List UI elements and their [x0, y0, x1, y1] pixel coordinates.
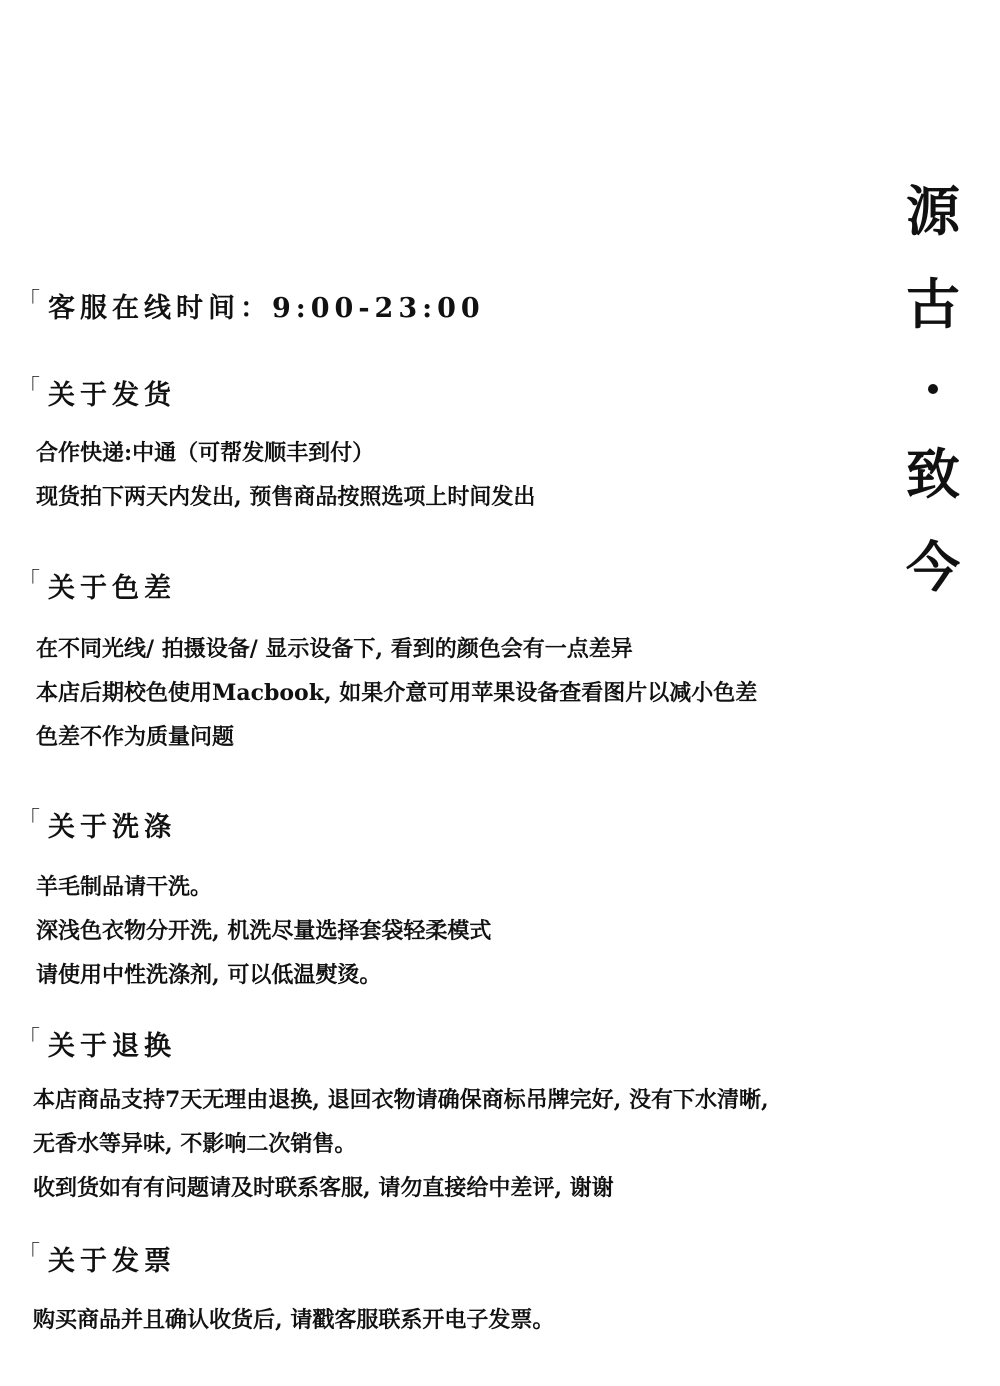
service-hours-text: 客服在线时间：9:00-23:00: [48, 293, 485, 324]
section-body-returns: [33, 1078, 769, 1210]
body-line: 本店商品支持7天无理由退换, 退回衣物请确保商标吊牌完好, 没有下水清晰,: [33, 1087, 769, 1113]
section-heading-shipping: [18, 373, 176, 412]
brand-separator-dot: [928, 384, 938, 394]
bracket-mark: 「: [18, 569, 41, 594]
brand-char-4: 今: [906, 535, 960, 599]
body-line: 现货拍下两天内发出, 预售商品按照选项上时间发出: [36, 484, 536, 510]
section-heading-washing: [18, 805, 176, 844]
section-heading-color: [18, 566, 176, 605]
body-line: 在不同光线/ 拍摄设备/ 显示设备下, 看到的颜色会有一点差异: [36, 636, 633, 662]
brand-char-2: 古: [906, 272, 960, 336]
body-line: 购买商品并且确认收货后, 请戳客服联系开电子发票。: [33, 1307, 555, 1333]
brand-char-1: 源: [906, 179, 960, 243]
bracket-mark: 「: [18, 1027, 41, 1052]
body-line: 深浅色衣物分开洗, 机洗尽量选择套袋轻柔模式: [36, 918, 492, 944]
section-title: 关于发货: [48, 380, 176, 411]
section-title: 关于色差: [48, 573, 176, 604]
body-line: 色差不作为质量问题: [36, 724, 235, 750]
bracket-mark: 「: [18, 808, 41, 833]
body-line: 请使用中性洗涤剂, 可以低温熨烫。: [36, 962, 382, 988]
brand-char-3: 致: [906, 442, 960, 506]
section-body-color: [36, 627, 757, 759]
body-line: 合作快递:中通（可帮发顺丰到付）: [36, 440, 375, 466]
section-title: 关于洗涤: [48, 812, 176, 843]
bracket-mark: 「: [18, 289, 41, 314]
section-body-shipping: [36, 431, 535, 519]
body-line: 羊毛制品请干洗。: [36, 874, 213, 900]
bracket-mark: 「: [18, 1242, 41, 1267]
section-title: 关于退换: [48, 1031, 176, 1062]
section-heading-returns: [18, 1024, 176, 1063]
section-body-washing: [36, 865, 491, 997]
section-body-invoice: [33, 1298, 554, 1342]
section-heading-invoice: [18, 1239, 176, 1278]
body-line: 无香水等异味, 不影响二次销售。: [33, 1131, 357, 1157]
brand-vertical-title: [900, 178, 966, 627]
body-line: 本店后期校色使用Macbook, 如果介意可用苹果设备查看图片以减小色差: [36, 680, 758, 706]
service-hours-heading: [18, 286, 485, 325]
body-line: 收到货如有有问题请及时联系客服, 请勿直接给中差评, 谢谢: [33, 1175, 614, 1201]
section-title: 关于发票: [48, 1246, 176, 1277]
bracket-mark: 「: [18, 376, 41, 401]
